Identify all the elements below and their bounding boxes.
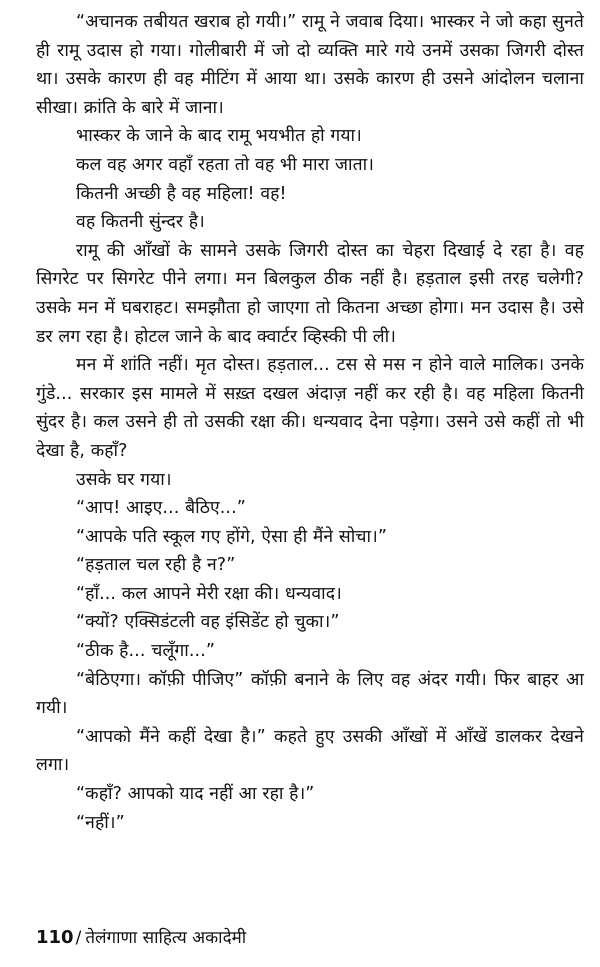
paragraph-8: उसके घर गया।	[76, 469, 172, 490]
dialogue-line: “नहीं।”	[76, 812, 125, 833]
dialogue-line: “आप! आइए... बैठिए...”	[76, 498, 246, 519]
publisher-name: तेलंगाणा साहित्य अकादेमी	[85, 928, 247, 948]
paragraph-2: भास्कर के जाने के बाद रामू भयभीत हो गया।	[76, 126, 362, 147]
paragraph-6: रामू की आँखों के सामने उसके जिगरी दोस्त का चेहरा दिखाई दे रहा है। वह सिगरेट पर सिगरेट पीने लगा। मन बिलकुल ठीक नहीं है। हड़ताल इसी तरह चलेगी? उसके मन में घबराहट। समझौता हो जाएगा तो कितना अच्छा होगा। मन उदास है। उसे डर लग रहा है। होटल जाने के बाद क्वार्टर व्हिस्की पी ली।	[36, 240, 584, 347]
dialogue-line: “क्यों? एक्सिडंटली वह इंसिडेंट हो चुका।”	[76, 612, 340, 633]
dialogue-line: “हड़ताल चल रही है न?”	[76, 555, 236, 576]
dialogue-line: “कहाँ? आपको याद नहीं आ रहा है।”	[76, 784, 315, 805]
dialogue-line: “ठीक है... चलूँगा...”	[76, 641, 216, 662]
page-body	[36, 8, 584, 837]
paragraph-1: “अचानक तबीयत खराब हो गयी।” रामू ने जवाब दिया। भास्कर ने जो कहा सुनते ही रामू उदास हो गया। गोलीबारी में जो दो व्यक्ति मारे गये उनमें उसका जिगरी दोस्त था। उसके कारण ही वह मीटिंग में आया था। उसके कारण ही उसने आंदोलन चलाना सीखा। क्रांति के बारे में जाना।	[36, 12, 584, 118]
footer-separator: /	[75, 928, 82, 948]
paragraph-3: कल वह अगर वहाँ रहता तो वह भी मारा जाता।	[76, 154, 374, 175]
dialogue-line: “आपको मैंने कहीं देखा है।” कहते हुए उसकी आँखों में आँखें डालकर देखने लगा।	[36, 726, 584, 776]
paragraph-4: कितनी अच्छी है वह महिला! वह!	[76, 183, 287, 204]
dialogue-line: “हाँ... कल आपने मेरी रक्षा की। धन्यवाद।	[76, 583, 342, 604]
dialogue-line: “बेठिएगा। कॉफ़ी पीजिए” कॉफ़ी बनाने के लिए वह अंदर गयी। फिर बाहर आ गयी।	[36, 669, 584, 719]
paragraph-7: मन में शांति नहीं। मृत दोस्त। हड़ताल... टस से मस न होने वाले मालिक। उनके गुंडे... सरकार इस मामले में सख़्त दखल अंदाज़ नहीं कर रही है। वह महिला कितनी सुंदर है। कल उसने ही तो उसकी रक्षा की। धन्यवाद देना पड़ेगा। उसने उसे कहीं तो भी देखा है, कहाँ?	[36, 355, 584, 461]
dialogue-line: “आपके पति स्कूल गए होंगे, ऐसा ही मैंने सोचा।”	[76, 526, 388, 547]
page-number: 110	[36, 927, 74, 948]
page-footer	[36, 926, 246, 950]
paragraph-5: वह कितनी सुंन्दर है।	[76, 212, 205, 233]
